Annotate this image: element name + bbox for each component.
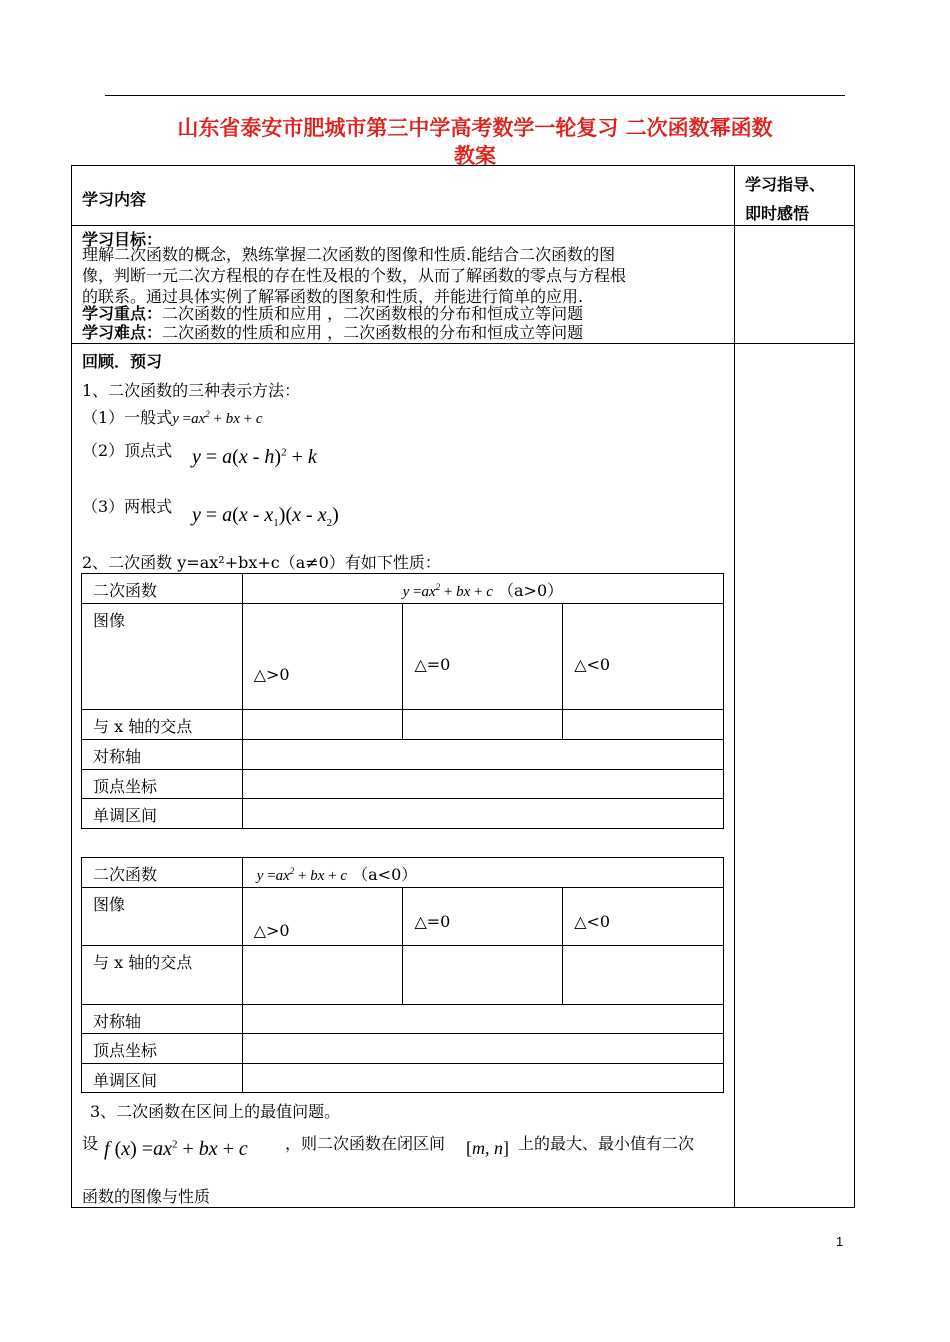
objectives-label: 学习目标： bbox=[82, 230, 163, 249]
t2-delta-zero: △=0 bbox=[403, 888, 563, 946]
properties-table-a-positive bbox=[81, 573, 724, 829]
objectives-line3: 的联系。通过具体实例了解幂函数的图象和性质，并能进行简单的应用. bbox=[82, 287, 584, 306]
t1-formula-expr: $y =ax^2$ + bx + c bbox=[402, 582, 493, 600]
t1-delta-negative: △<0 bbox=[563, 604, 724, 710]
closed-interval-text: ，则二次函数在闭区间 bbox=[285, 1134, 446, 1153]
difficult-points-text: 二次函数的性质和应用 ，二次函数根的分布和恒成立等问题 bbox=[162, 323, 584, 342]
t1-cell bbox=[242, 710, 403, 740]
t2-cell bbox=[242, 1005, 723, 1034]
formula-general bbox=[82, 405, 263, 428]
doc-title-line1: 山东省泰安市肥城市第三中学高考数学一轮复习 二次函数幂函数 bbox=[177, 116, 773, 140]
row-divider bbox=[71, 343, 855, 344]
t2-graph-label: 图像 bbox=[82, 888, 243, 946]
guide-column-divider bbox=[734, 165, 735, 1208]
formula-roots-expr: $y = a(x - x_1)(x - x_2)$ bbox=[192, 504, 339, 529]
key-points-text: 二次函数的性质和应用 ，二次函数根的分布和恒成立等问题 bbox=[162, 304, 584, 323]
review-item3: 3、二次函数在区间上的最值问题。 bbox=[90, 1102, 341, 1121]
header-rule bbox=[105, 95, 845, 96]
difficult-points-label: 学习难点： bbox=[82, 323, 163, 342]
formula-roots-label: （3）两根式 bbox=[82, 497, 173, 516]
t2-formula-expr: $y =ax^2$ + bx + c bbox=[256, 866, 348, 884]
t1-graph-label: 图像 bbox=[82, 604, 243, 710]
review-label: 回顾．预习 bbox=[82, 352, 163, 371]
t1-header-formula bbox=[242, 574, 723, 604]
formula-vertex-label: （2）顶点式 bbox=[82, 441, 173, 460]
t2-delta-positive: △>0 bbox=[242, 888, 403, 946]
t1-monotonic-label: 单调区间 bbox=[82, 799, 243, 829]
key-points-label: 学习重点： bbox=[82, 304, 163, 323]
t2-cell bbox=[403, 946, 563, 1005]
properties-table-a-negative bbox=[81, 857, 724, 1093]
t2-intercept-label: 与 x 轴的交点 bbox=[82, 946, 243, 1005]
t2-cell bbox=[563, 946, 724, 1005]
t1-delta-zero: △=0 bbox=[403, 604, 563, 710]
t2-header-label: 二次函数 bbox=[82, 858, 243, 888]
function-expr: f $(x) =ax^2$ + bx + c bbox=[104, 1138, 248, 1160]
t2-delta-negative: △<0 bbox=[563, 888, 724, 946]
key-points bbox=[82, 303, 583, 324]
t2-cell bbox=[242, 1034, 723, 1064]
review-item1: 1、二次函数的三种表示方法： bbox=[82, 381, 301, 400]
content-header: 学习内容 bbox=[82, 190, 147, 209]
guide-header-1: 学习指导、 bbox=[745, 175, 826, 194]
t2-vertex-label: 顶点坐标 bbox=[82, 1034, 243, 1064]
formula-vertex bbox=[82, 438, 172, 461]
t1-vertex-label: 顶点坐标 bbox=[82, 770, 243, 799]
row-divider bbox=[71, 225, 855, 226]
t2-monotonic-label: 单调区间 bbox=[82, 1064, 243, 1093]
t1-cell bbox=[242, 799, 723, 829]
t2-cell bbox=[242, 946, 403, 1005]
t1-condition: （a>0） bbox=[498, 581, 564, 600]
objectives-line2: 像，判断一元二次方程根的存在性及根的个数，从而了解函数的零点与方程根 bbox=[82, 266, 627, 285]
t1-cell bbox=[403, 710, 563, 740]
t1-cell bbox=[563, 710, 724, 740]
objectives-line1: 理解二次函数的概念，熟练掌握二次函数的图像和性质.能结合二次函数的图 bbox=[82, 245, 616, 264]
review-item2: 2、二次函数 y=ax²+bx+c（a≠0）有如下性质： bbox=[82, 553, 441, 572]
interval-expr: [m, n] bbox=[466, 1138, 509, 1158]
t2-header-formula bbox=[242, 858, 723, 888]
formula-vertex-expr: y = a(x - h)$^2$ + k bbox=[192, 446, 317, 468]
formula-general-label: （1）一般式 bbox=[82, 408, 173, 427]
formula-roots bbox=[82, 494, 172, 517]
t2-condition: （a<0） bbox=[352, 865, 418, 884]
t2-cell bbox=[242, 1064, 723, 1093]
t1-header-label: 二次函数 bbox=[82, 574, 243, 604]
formula-general-expr: $y =ax^2$ + bx + c bbox=[172, 409, 263, 427]
t1-axis-label: 对称轴 bbox=[82, 740, 243, 770]
t1-cell bbox=[242, 740, 723, 770]
guide-header-2: 即时感悟 bbox=[745, 204, 810, 223]
doc-title-line2: 教案 bbox=[454, 144, 496, 168]
t1-intercept-label: 与 x 轴的交点 bbox=[82, 710, 243, 740]
t1-cell bbox=[242, 770, 723, 799]
max-min-text: 上的最大、最小值有二次 bbox=[518, 1134, 695, 1153]
page-number: 1 bbox=[836, 1234, 844, 1249]
t1-delta-positive: △>0 bbox=[242, 604, 403, 710]
review-last-line: 函数的图像与性质 bbox=[82, 1187, 211, 1206]
set-label: 设 bbox=[82, 1134, 99, 1153]
difficult-points bbox=[82, 322, 583, 343]
t2-axis-label: 对称轴 bbox=[82, 1005, 243, 1034]
